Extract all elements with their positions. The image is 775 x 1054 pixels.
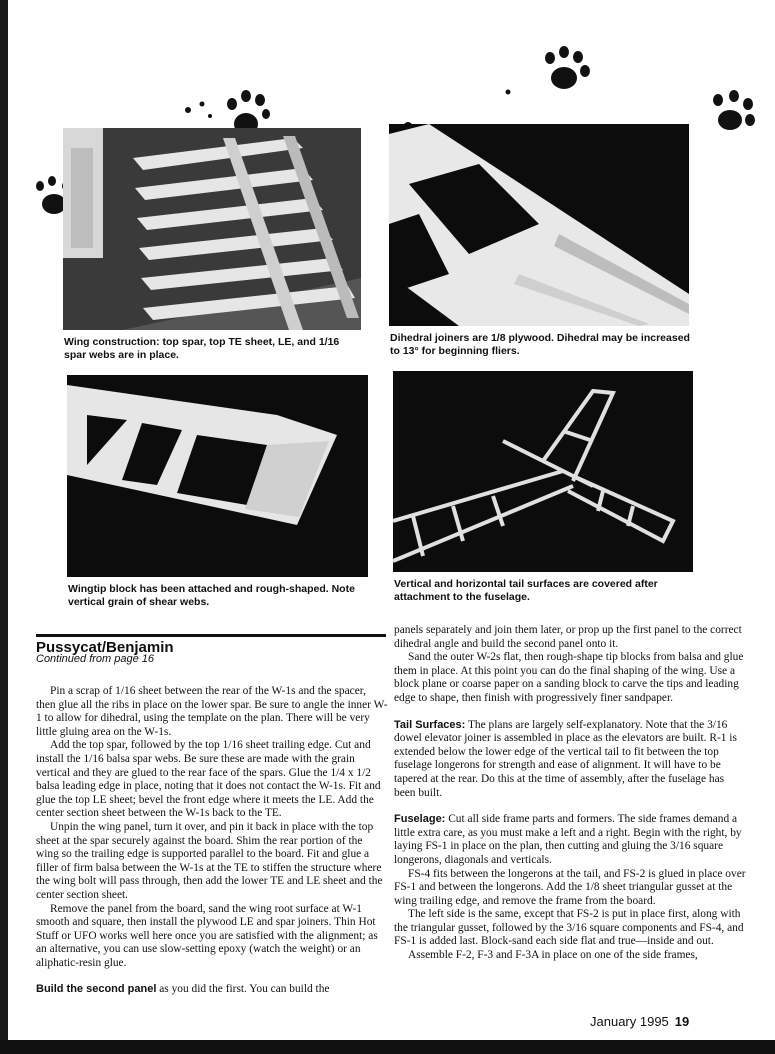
photo3-caption: Wingtip block has been attached and rough-shaped. Note vertical grain of shear webs.	[68, 583, 355, 608]
paragraph	[394, 719, 746, 801]
paw-dots-icon	[180, 96, 220, 126]
article-title: Pussycat/Benjamin	[36, 634, 386, 656]
paragraph: Add the top spar, followed by the top 1/16 sheet trailing edge. Cut and install the 1/16 balsa spar webs. Be sure these are made with the grain vertical and they are glued to the rear face of the spars. Glue the 1/4 x 1/2 balsa leading edge in place, noting that it does not contact the W-1s. Fit and glue the top LE sheet; bevel the front edge where it meets the LE. Add the center section sheet between the W-1s back to the TE.	[36, 739, 381, 820]
paw-print-icon	[538, 44, 594, 100]
paragraph: Sand the outer W-2s flat, then rough-shape tip blocks from balsa and glue them in place. At this point you can do the final shaping of the wing. Use a block plane or coarse paper on a sanding block to carve the tips and leading edge to shape, then finish with progressively finer sandpaper.	[394, 651, 744, 704]
paragraph: Pin a scrap of 1/16 sheet between the rear of the W-1s and the spacer, then glue all the ribs in place on the lower spar. Be sure to angle the inner W-1 to allow for dihedral, using the template on the plan. There will be very little gluing area on the W-1s.	[36, 685, 388, 738]
paragraph	[36, 983, 388, 997]
paw-dots-icon	[500, 84, 520, 100]
paragraph: Assemble F-2, F-3 and F-3A in place on one of the side frames,	[408, 949, 698, 962]
left-column	[36, 685, 388, 997]
photo4-caption: Vertical and horizontal tail surfaces are covered after attachment to the fuselage.	[394, 578, 658, 603]
photo-wing-construction	[63, 128, 361, 330]
paragraph: The left side is the same, except that FS-2 is put in place first, along with the triangular gusset, followed by the 3/16 square components and FS-4, and FS-1 is added last. Block-sand each side flat and true—inside and out.	[394, 908, 744, 948]
issue-date: January 1995	[590, 1014, 669, 1029]
paw-print-icon	[704, 90, 760, 146]
paragraph-text: The plans are largely self-explanatory. Note that the 3/16 dowel elevator joiner is assembled in place as the elevators are built. R-1 is extended below the lower edge of the vertical tail to fit between the top fuselage longerons for strength and ease of alignment. It will have to be tapered at the rear. Do this at the time of assembly, after the fuselage has been built.	[394, 718, 737, 799]
photo-dihedral-joiners	[389, 124, 689, 326]
scan-edge	[0, 1040, 775, 1054]
paragraph: Unpin the wing panel, turn it over, and pin it back in place with the top sheet at the spar securely against the board. Shim the rear portion of the wing so the trailing edge is supported parallel to the board. Fit and glue a filler of firm balsa between the W-1s at the TE to stiffen the structure where the wing bolt will pass through, then add the lower TE and LE sheet and the center section sheet.	[36, 820, 383, 901]
paragraph-text: as you did the first. You can build the	[156, 983, 330, 996]
paragraph-text: Cut all side frame parts and formers. The side frames demand a little extra care, as you must make a left and a right. Begin with the right, by laying FS-1 in place on the plan, then cutting and gluing the 3/16 square longerons, diagonals and verticals.	[394, 813, 742, 866]
page-footer	[590, 1014, 689, 1029]
scan-edge	[0, 0, 8, 1054]
right-column	[394, 624, 746, 963]
photo-wingtip-block	[67, 375, 368, 577]
run-in-head: Tail Surfaces:	[394, 718, 466, 731]
page-number: 19	[674, 1014, 690, 1029]
photo-tail-surfaces	[393, 371, 693, 572]
paragraph: Remove the panel from the board, sand the wing root surface at W-1 smooth and square, then install the plywood LE and spar joiners. Thin Hot Stuff or UFO works well here once you are satisfied with the alignment; as an alternative, you can use slow-setting epoxy (watch the weight) or an aliphatic-resin glue.	[36, 902, 378, 969]
paragraph: FS-4 fits between the longerons at the tail, and FS-2 is glued in place over FS-1 and between the longerons. Add the 1/8 sheet triangular gusset at the wing trailing edge, and remove the frame from the board.	[394, 867, 746, 907]
photo2-caption: Dihedral joiners are 1/8 plywood. Dihedral may be increased to 13° for beginning fliers.	[390, 332, 690, 357]
run-in-head: Build the second panel	[36, 983, 157, 996]
paragraph: panels separately and join them later, or prop up the first panel to the correct dihedral angle and build the second panel onto it.	[394, 624, 742, 650]
photo1-caption: Wing construction: top spar, top TE sheet, LE, and 1/16 spar webs are in place.	[64, 336, 340, 361]
run-in-head: Fuselage:	[394, 813, 446, 826]
paragraph	[394, 813, 746, 867]
continued-from: Continued from page 16	[36, 653, 155, 665]
